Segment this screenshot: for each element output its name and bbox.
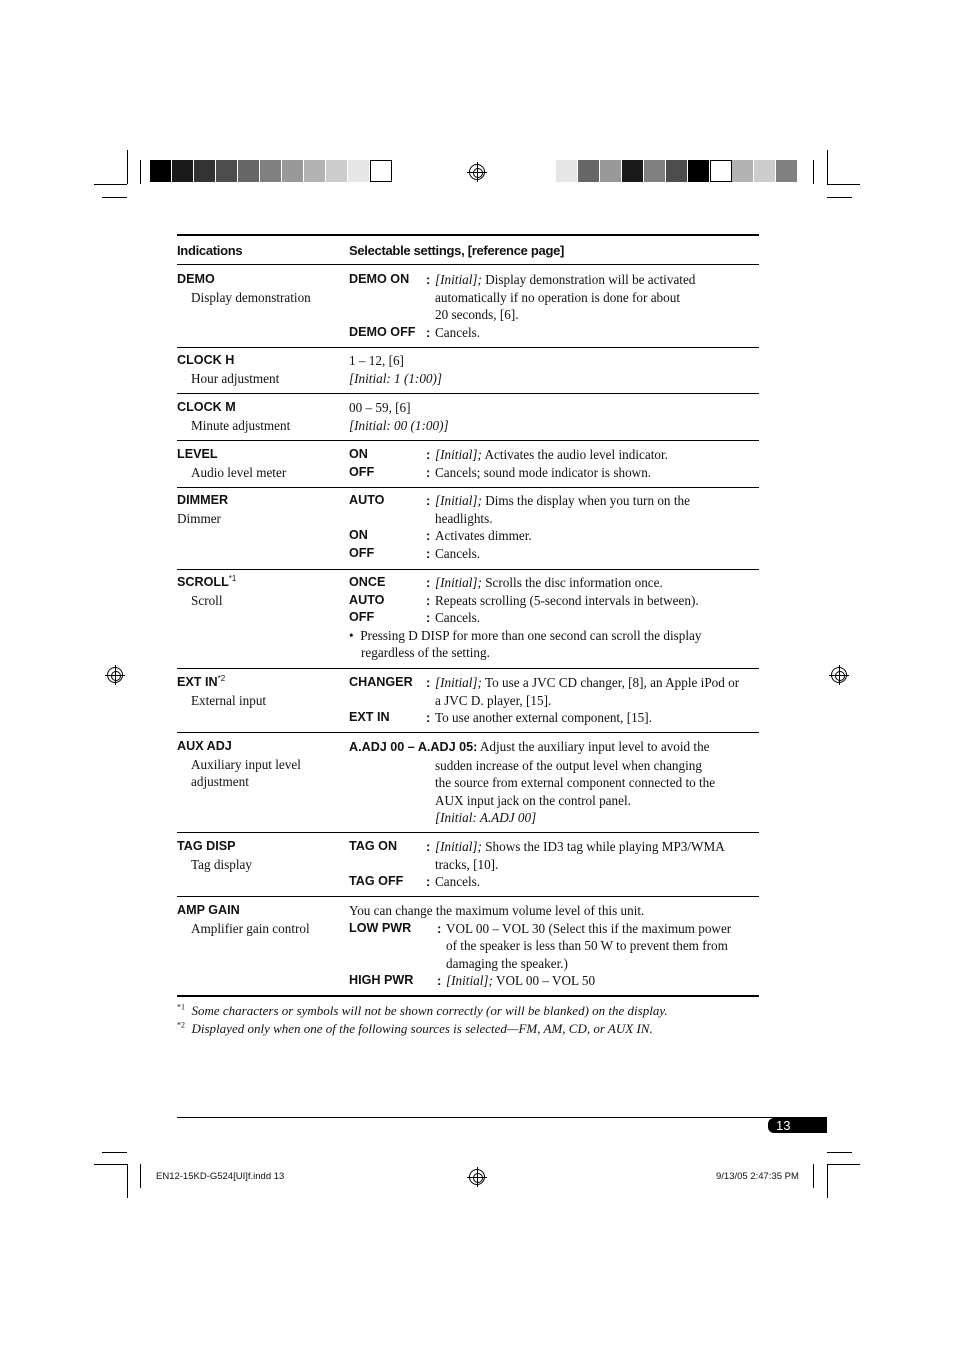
setting-key: A.ADJ 00 – A.ADJ 05: xyxy=(349,740,478,754)
indication-desc: Scroll xyxy=(191,592,223,608)
row-rule xyxy=(177,832,759,833)
indication-name: AMP GAIN xyxy=(177,903,240,917)
row-rule xyxy=(177,440,759,441)
setting-row xyxy=(349,545,759,563)
setting-text: Cancels. xyxy=(435,610,481,626)
setting-row xyxy=(349,271,759,324)
indication-desc: Tag display xyxy=(191,856,252,872)
color-swatch xyxy=(710,160,732,182)
row-rule xyxy=(177,896,759,897)
setting-text: a JVC D. player, [15]. xyxy=(435,692,552,708)
initial-tag: [Initial]; xyxy=(435,493,482,508)
setting-text: AUX input jack on the control panel. xyxy=(435,792,631,808)
setting-row xyxy=(349,920,759,973)
initial-tag: [Initial: 1 (1:00)] xyxy=(349,370,443,386)
color-swatch xyxy=(370,160,392,182)
setting-text: Cancels. xyxy=(435,874,481,890)
setting-continuation xyxy=(349,757,759,827)
setting-key: DEMO OFF xyxy=(349,324,416,339)
setting-key: HIGH PWR xyxy=(349,973,414,988)
indication-name-text: SCROLL xyxy=(177,575,229,589)
footnote-1 xyxy=(177,1003,668,1019)
setting-text: Scrolls the disc information once. xyxy=(481,575,663,590)
setting-key: OFF xyxy=(349,545,375,560)
setting-sep: : xyxy=(426,324,431,340)
setting-text: 20 seconds, [6]. xyxy=(435,307,519,323)
setting-text: To use another external component, [15]. xyxy=(435,710,652,726)
setting-key: ONCE xyxy=(349,575,386,589)
color-swatch xyxy=(260,160,282,182)
row-rule xyxy=(177,393,759,394)
setting-text: Activates the audio level indicator. xyxy=(481,447,668,462)
row-rule xyxy=(177,732,759,733)
setting-sep: : xyxy=(426,528,431,544)
indication-desc: External input xyxy=(191,692,267,708)
setting-sep: : xyxy=(437,973,442,989)
setting-text: VOL 00 – VOL 30 (Select this if the maximum power xyxy=(446,920,732,936)
slug-timestamp: 9/13/05 2:47:35 PM xyxy=(716,1171,799,1182)
setting-row xyxy=(349,464,759,482)
indication-name xyxy=(177,574,347,592)
setting-sep: : xyxy=(426,874,431,890)
setting-row xyxy=(349,738,759,757)
indication-desc: Display demonstration xyxy=(191,289,311,305)
note-text: Pressing D DISP for more than one second can scroll the display xyxy=(360,627,702,643)
setting-text: Activates dimmer. xyxy=(435,528,532,544)
setting-text: Shows the ID3 tag while playing MP3/WMA xyxy=(481,839,725,854)
setting-row xyxy=(349,972,759,990)
row-rule xyxy=(177,668,759,669)
color-swatch xyxy=(216,160,238,182)
setting-text: To use a JVC CD changer, [8], an Apple iPod or xyxy=(481,675,740,690)
indication-name: DEMO xyxy=(177,272,215,286)
footnote-mark: *2 xyxy=(177,1020,185,1030)
slug-filename: EN12-15KD-G524[UI]f.indd 13 xyxy=(156,1171,285,1182)
initial-tag: [Initial]; xyxy=(446,973,493,989)
color-swatch xyxy=(194,160,216,182)
indication-desc: Auxiliary input level xyxy=(191,756,301,772)
setting-key: CHANGER xyxy=(349,675,413,689)
setting-key: ON xyxy=(349,447,368,461)
setting-row xyxy=(349,674,759,709)
footnote-2 xyxy=(177,1021,653,1037)
initial-tag: [Initial]; xyxy=(435,575,482,590)
setting-text: Display demonstration will be activated xyxy=(481,272,696,287)
row-rule xyxy=(177,569,759,570)
table-top-rule xyxy=(177,234,759,236)
registration-mark-icon xyxy=(469,164,485,180)
indication-name: CLOCK H xyxy=(177,353,235,367)
setting-row xyxy=(349,609,759,627)
color-swatch xyxy=(666,160,688,182)
indication-name: DIMMER xyxy=(177,493,229,507)
setting-key: AUTO xyxy=(349,493,385,507)
setting-sep: : xyxy=(426,272,431,287)
footnote-text: Displayed only when one of the following sources is selected—FM, AM, CD, or AUX IN. xyxy=(191,1021,653,1036)
setting-key: TAG ON xyxy=(349,839,398,853)
color-swatch xyxy=(688,160,710,182)
initial-tag: [Initial]; xyxy=(435,447,482,462)
color-swatch xyxy=(304,160,326,182)
setting-row xyxy=(349,446,759,464)
indication-name: TAG DISP xyxy=(177,839,236,853)
initial-tag: [Initial]; xyxy=(435,839,482,854)
setting-text: Cancels. xyxy=(435,545,481,561)
section-demo xyxy=(177,271,759,343)
setting-row xyxy=(349,838,759,873)
setting-text: Adjust the auxiliary input level to avoid the xyxy=(477,739,710,754)
setting-row xyxy=(349,592,759,610)
color-bar-left xyxy=(150,160,392,182)
setting-text: 00 – 59, [6] xyxy=(349,400,411,415)
setting-sep: : xyxy=(437,920,442,936)
setting-sep: : xyxy=(426,447,431,462)
setting-text: VOL 00 – VOL 50 xyxy=(492,973,596,989)
indication-desc: Amplifier gain control xyxy=(191,920,310,936)
color-swatch xyxy=(150,160,172,182)
indication-desc: Hour adjustment xyxy=(191,370,280,386)
setting-key: AUTO xyxy=(349,592,385,607)
color-swatch xyxy=(348,160,370,182)
row-rule xyxy=(177,347,759,348)
initial-tag: [Initial]; xyxy=(435,272,482,287)
color-swatch xyxy=(172,160,194,182)
setting-key: DEMO ON xyxy=(349,272,410,286)
setting-row xyxy=(349,709,759,727)
setting-sep: : xyxy=(426,575,431,590)
setting-text: automatically if no operation is done for about xyxy=(435,289,680,305)
footnote-mark: *1 xyxy=(177,1002,185,1012)
color-swatch xyxy=(732,160,754,182)
column-header-settings: Selectable settings, [reference page] xyxy=(349,243,565,258)
row-rule xyxy=(177,487,759,488)
setting-key: EXT IN xyxy=(349,710,390,725)
color-swatch xyxy=(644,160,666,182)
registration-mark-icon xyxy=(469,1169,485,1185)
setting-sep: : xyxy=(426,592,431,608)
setting-row xyxy=(349,492,759,527)
setting-text: tracks, [10]. xyxy=(435,856,499,872)
indication-name: LEVEL xyxy=(177,447,218,461)
setting-text: sudden increase of the output level when changing xyxy=(435,757,702,773)
note-text: regardless of the setting. xyxy=(361,645,490,661)
indication-desc: Minute adjustment xyxy=(191,417,291,433)
setting-key: OFF xyxy=(349,610,375,625)
setting-row xyxy=(349,574,759,592)
setting-key: TAG OFF xyxy=(349,874,404,889)
color-swatch xyxy=(326,160,348,182)
color-swatch xyxy=(578,160,600,182)
color-swatch xyxy=(556,160,578,182)
setting-text: Cancels; sound mode indicator is shown. xyxy=(435,464,652,480)
indication-name: AUX ADJ xyxy=(177,739,232,753)
setting-text: damaging the speaker.) xyxy=(446,955,568,971)
setting-sep: : xyxy=(426,839,431,854)
color-swatch xyxy=(238,160,260,182)
setting-key: ON xyxy=(349,528,368,543)
footnote-text: Some characters or symbols will not be shown correctly (or will be blanked) on the display. xyxy=(191,1003,668,1018)
color-swatch xyxy=(622,160,644,182)
indication-desc: adjustment xyxy=(191,774,249,790)
setting-key: OFF xyxy=(349,464,375,479)
registration-mark-icon xyxy=(107,667,123,683)
setting-text: of the speaker is less than 50 W to prevent them from xyxy=(446,938,728,954)
footnote-mark: *2 xyxy=(217,673,226,683)
indication-name: CLOCK M xyxy=(177,400,236,414)
setting-sep: : xyxy=(426,545,431,561)
initial-tag: [Initial: 00 (1:00)] xyxy=(349,417,449,433)
setting-text: Dims the display when you turn on the xyxy=(481,493,690,508)
setting-text: headlights. xyxy=(435,510,493,526)
initial-tag: [Initial]; xyxy=(435,675,482,690)
indication-desc: Audio level meter xyxy=(191,464,287,480)
header-rule xyxy=(177,264,759,265)
setting-sep: : xyxy=(426,675,431,690)
setting-row xyxy=(349,527,759,545)
setting-text: You can change the maximum volume level of this unit. xyxy=(349,903,645,918)
scroll-note xyxy=(349,627,759,662)
setting-text: Cancels. xyxy=(435,324,481,340)
color-swatch xyxy=(754,160,776,182)
setting-sep: : xyxy=(426,493,431,508)
setting-text: Repeats scrolling (5-second intervals in between). xyxy=(435,592,699,608)
initial-tag: [Initial: A.ADJ 00] xyxy=(435,810,537,826)
footnote-mark: *1 xyxy=(228,573,237,583)
indication-name xyxy=(177,674,347,692)
table-bottom-rule xyxy=(177,995,759,997)
setting-row xyxy=(349,873,759,891)
setting-text: the source from external component connected to the xyxy=(435,775,716,791)
setting-row xyxy=(349,324,759,342)
setting-sep: : xyxy=(426,610,431,626)
indication-name-text: EXT IN xyxy=(177,675,218,689)
bullet-icon: • xyxy=(349,627,354,643)
color-swatch xyxy=(600,160,622,182)
registration-mark-icon xyxy=(831,667,847,683)
page-number-tab xyxy=(768,1118,827,1133)
setting-text: 1 – 12, [6] xyxy=(349,353,404,368)
setting-key: LOW PWR xyxy=(349,920,412,935)
color-swatch xyxy=(282,160,304,182)
setting-sep: : xyxy=(426,710,431,726)
page-number: 13 xyxy=(776,1118,791,1133)
footer-rule xyxy=(177,1117,827,1118)
column-header-indications: Indications xyxy=(177,243,243,258)
indication-desc: Dimmer xyxy=(177,510,221,526)
color-bar-right xyxy=(556,160,798,182)
color-swatch xyxy=(776,160,798,182)
setting-sep: : xyxy=(426,464,431,480)
